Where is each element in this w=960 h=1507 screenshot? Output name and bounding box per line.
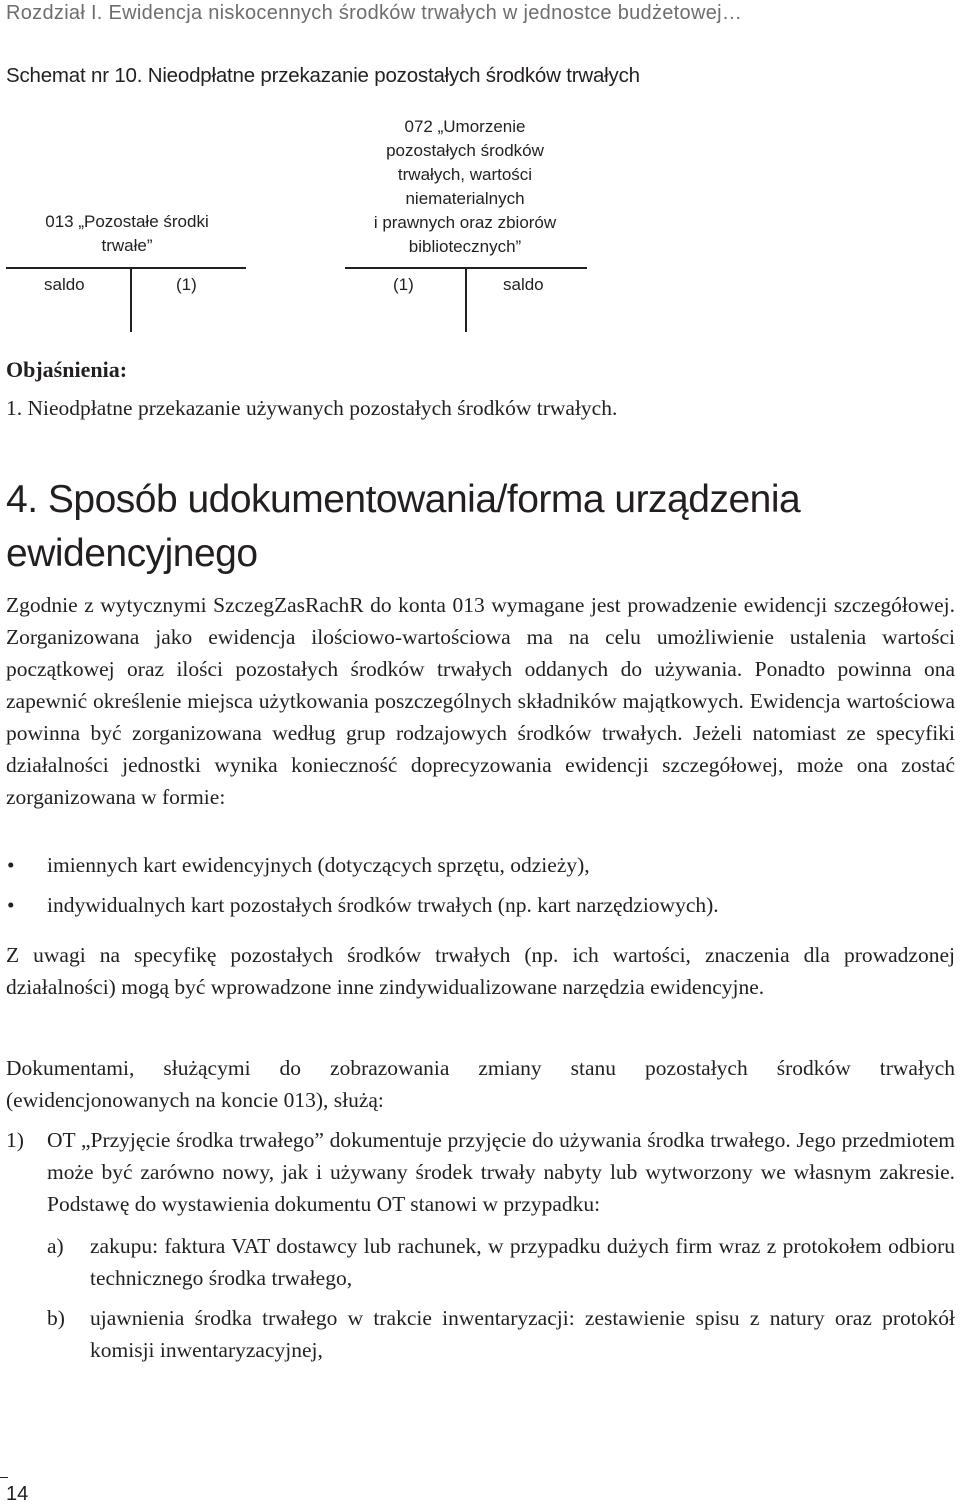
explanation-item: 1. Nieodpłatne przekazanie używanych pozostałych środków trwałych. (6, 396, 618, 420)
account-072-t-stem (465, 267, 467, 332)
explanations-heading: Objaśnienia: (6, 357, 128, 382)
numbered-list (6, 1124, 955, 1374)
sub-item (47, 1230, 955, 1294)
account-072-name-line: bibliotecznych” (408, 237, 522, 256)
list-marker: 1) (6, 1128, 24, 1152)
account-013-debit-label: saldo (44, 275, 85, 294)
account-072-name-line: niematerialnych (405, 189, 525, 208)
account-013-t-bar (6, 267, 246, 269)
account-013-t-stem (130, 267, 132, 332)
account-072-name (345, 115, 585, 259)
sub-item-text: ujawnienia środka trwałego w trakcie inwentaryzacji: zestawienie spisu z natury oraz protokół komisji inwentaryzacyjnej, (90, 1306, 955, 1362)
bullet-text: imiennych kart ewidencyjnych (dotyczących sprzętu, odzieży), (47, 853, 590, 877)
body-paragraph (6, 1052, 955, 1116)
account-072-debit-label: (1) (393, 275, 414, 294)
bullet-list (6, 849, 955, 929)
account-072-name-line: i prawnych oraz zbiorów (373, 213, 557, 232)
account-072-credit-label: saldo (503, 275, 544, 294)
bullet-item (6, 849, 955, 881)
sub-list-marker: b) (47, 1306, 65, 1330)
account-013-name (22, 210, 232, 258)
account-072-name-line: trwałych, wartości (397, 165, 533, 184)
account-013-credit-label: (1) (176, 275, 197, 294)
page-number: 14 (6, 1483, 29, 1505)
bullet-icon: • (7, 893, 15, 917)
sub-list-marker: a) (47, 1234, 64, 1258)
bullet-item (6, 889, 955, 921)
sub-item-text: zakupu: faktura VAT dostawcy lub rachunek, w przypadku dużych firm wraz z protokołem odbioru technicznego środka trwałego, (90, 1234, 955, 1290)
scheme-title: Schemat nr 10. Nieodpłatne przekazanie pozostałych środków trwałych (6, 64, 640, 87)
paragraph-text: Z uwagi na specyfikę pozostałych środków trwałych (np. ich wartości, znaczenia dla prowadzonej działalności) mogą być wprowadzone inne zindywidualizowane narzędzia ewidencyjne. (6, 943, 955, 999)
account-013-name-line: trwałe” (101, 236, 153, 255)
account-072-name-line: pozostałych środków (386, 141, 544, 160)
bullet-text: indywidualnych kart pozostałych środków trwałych (np. kart narzędziowych). (47, 893, 719, 917)
bullet-icon: • (7, 853, 15, 877)
account-013-name-line: 013 „Pozostałe środki (45, 212, 209, 231)
footer-rule (0, 1477, 8, 1478)
paragraph-text: Zgodnie z wytycznymi SzczegZasRachR do konta 013 wymagane jest prowadzenie ewidencji szczegółowej. Zorganizowana jako ewidencja ilościowo-wartościowa ma na celu umożliwienie ustalenia wartości początkowej oraz ilości pozostałych środków trwałych oddanych do używania. Ponadto powinna ona zapewnić określenie miejsca użytkowania poszczególnych składników majątkowych. Ewidencja wartościowa powinna być zorganizowana według grup rodzajowych środków trwałych. Jeżeli natomiast ze specyfiki działalności jednostki wynika konieczność doprecyzowania ewidencji szczegółowej, może ona zostać zorganizowana w formie: (6, 593, 955, 809)
running-header: Rozdział I. Ewidencja niskocennych środków trwałych w jednostce budżetowej… (6, 2, 743, 24)
body-paragraph (6, 939, 955, 1003)
sub-item (47, 1302, 955, 1366)
numbered-item (6, 1124, 955, 1366)
paragraph-text: Dokumentami, służącymi do zobrazowania zmiany stanu pozostałych środków trwałych (ewidencjonowanych na koncie 013), służą: (6, 1056, 955, 1112)
body-paragraph (6, 589, 955, 813)
sub-list (47, 1230, 955, 1366)
section-heading: 4. Sposób udokumentowania/forma urządzenia ewidencyjnego (6, 478, 801, 575)
account-072-name-line: 072 „Umorzenie (404, 117, 526, 136)
numbered-item-text: OT „Przyjęcie środka trwałego” dokumentuje przyjęcie do używania środka trwałego. Jego przedmiotem może być zarówno nowy, jak i używany środek trwały nabyty lub wytworzony we własnym zakresie. Podstawę do wystawienia dokumentu OT stanowi w przypadku: (47, 1128, 955, 1216)
